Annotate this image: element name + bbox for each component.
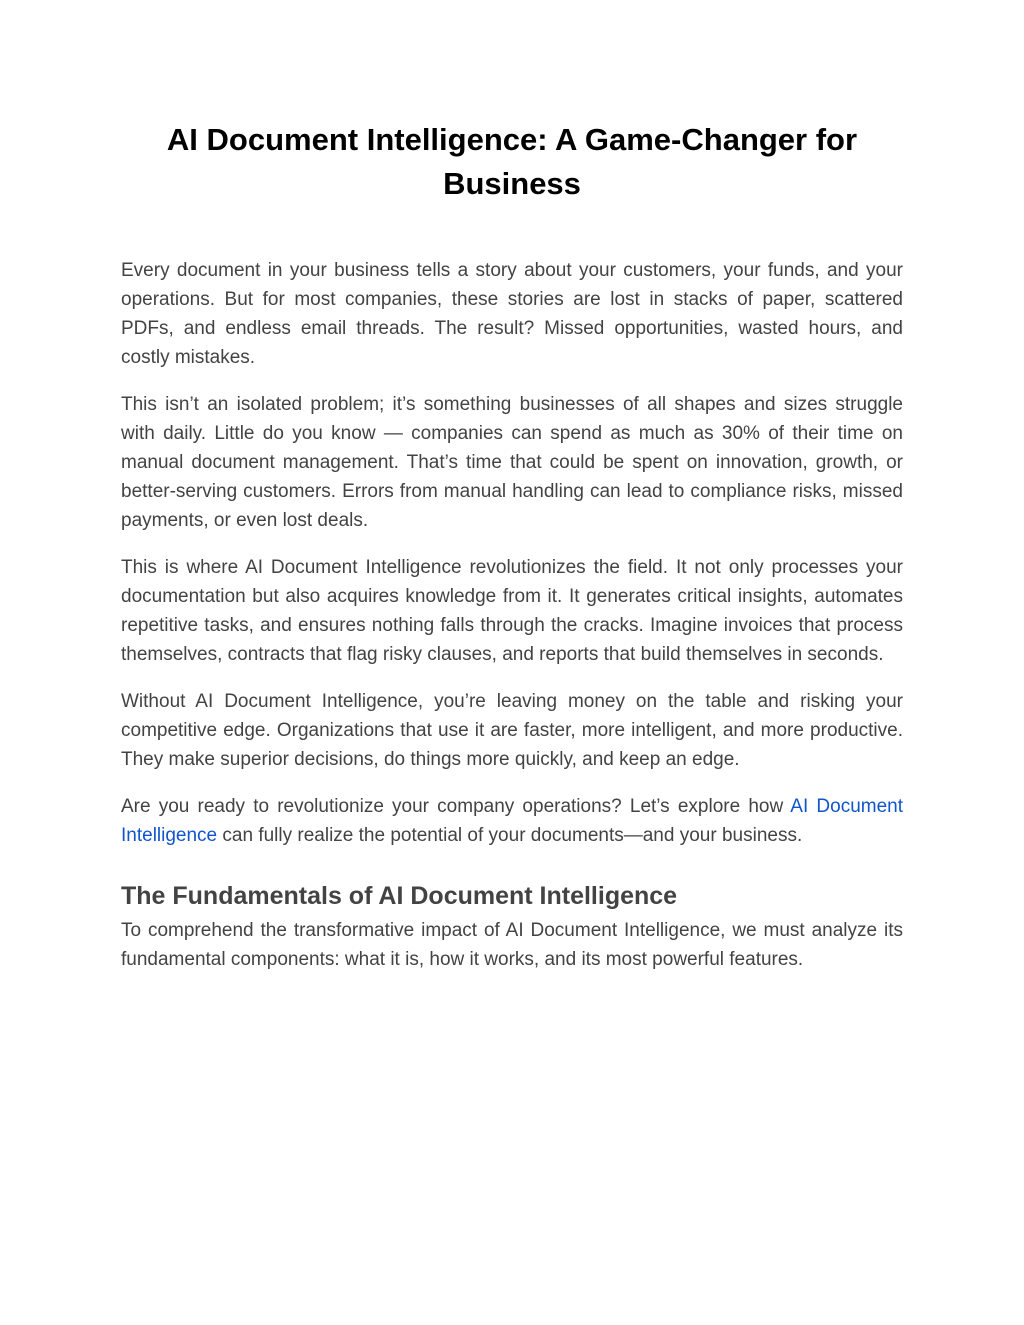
document-body — [121, 256, 903, 992]
paragraph-solution: This is where AI Document Intelligence revolutionizes the field. It not only processes your documentation but also acquires knowledge from it. It generates critical insights, automates repetitive tasks, and ensures nothing falls through the cracks. Imagine invoices that process themselves, contracts that flag risky clauses, and reports that build themselves in seconds. — [121, 557, 903, 665]
section-paragraph: To comprehend the transformative impact of AI Document Intelligence, we must analyze its fundamental components: what it is, how it works, and its most powerful features. — [121, 920, 903, 970]
cta-text-before: Are you ready to revolutionize your company operations? Let’s explore how — [121, 796, 791, 817]
cta-text-after: can fully realize the potential of your documents—and your business. — [217, 825, 803, 846]
document-title: AI Document Intelligence: A Game-Changer for Business — [166, 122, 858, 201]
paragraph-competitive-edge: Without AI Document Intelligence, you’re leaving money on the table and risking your competitive edge. Organizations that use it are faster, more intelligent, and more productive. They make superior decisions, do things more quickly, and keep an edge. — [121, 691, 903, 770]
paragraph-call-to-action — [121, 792, 903, 850]
section-heading: The Fundamentals of AI Document Intelligence — [121, 882, 678, 910]
paragraph-problem: This isn’t an isolated problem; it’s something businesses of all shapes and sizes struggle with daily. Little do you know — companies can spend as much as 30% of their time on manual document management. That’s time that could be spent on innovation, growth, or better-serving customers. Errors from manual handling can lead to compliance risks, missed payments, or even lost deals. — [121, 394, 903, 531]
ai-document-intelligence-link[interactable]: AI Document Intelligence — [121, 796, 904, 846]
paragraph-intro: Every document in your business tells a story about your customers, your funds, and your operations. But for most companies, these stories are lost in stacks of paper, scattered PDFs, and endless email threads. The result? Missed opportunities, wasted hours, and costly mistakes. — [121, 260, 903, 368]
